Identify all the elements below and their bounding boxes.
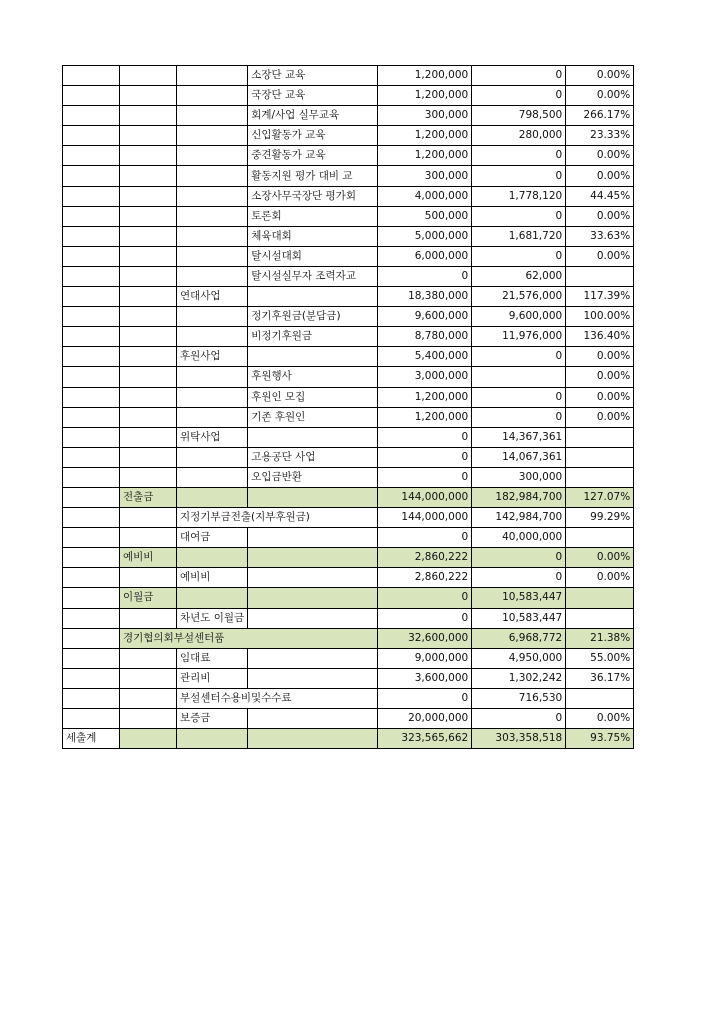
item-name-cell: 탈시설대회 bbox=[248, 246, 378, 266]
item-name-cell: 신입활동가 교육 bbox=[248, 126, 378, 146]
budget-amount-cell: 1,200,000 bbox=[378, 387, 472, 407]
execution-rate-cell: 55.00% bbox=[566, 648, 634, 668]
execution-rate-cell: 23.33% bbox=[566, 126, 634, 146]
item-name-cell: 후원인 모집 bbox=[248, 387, 378, 407]
category-level-3-cell bbox=[177, 729, 248, 749]
budget-amount-cell: 20,000,000 bbox=[378, 709, 472, 729]
category-level-3-cell bbox=[177, 206, 248, 226]
category-level-3-cell bbox=[177, 588, 248, 608]
category-level-1-cell bbox=[63, 407, 120, 427]
item-name-cell bbox=[248, 347, 378, 367]
item-name-cell bbox=[248, 548, 378, 568]
executed-amount-cell: 6,968,772 bbox=[472, 628, 566, 648]
category-level-3-cell bbox=[177, 266, 248, 286]
item-name-cell: 비정기후원금 bbox=[248, 327, 378, 347]
executed-amount-cell: 10,583,447 bbox=[472, 588, 566, 608]
category-level-3-cell: 지정기부금전출(지부후원금) bbox=[177, 508, 378, 528]
category-level-2-cell bbox=[120, 367, 177, 387]
item-name-cell: 탈시설실무자 조력자교 bbox=[248, 266, 378, 286]
category-level-2-cell bbox=[120, 246, 177, 266]
execution-rate-cell: 33.63% bbox=[566, 226, 634, 246]
table-row bbox=[63, 588, 634, 608]
category-level-3-cell: 차년도 이월금 bbox=[177, 608, 248, 628]
budget-amount-cell: 1,200,000 bbox=[378, 407, 472, 427]
execution-rate-cell: 0.00% bbox=[566, 166, 634, 186]
category-level-1-cell bbox=[63, 387, 120, 407]
item-name-cell: 오입금반환 bbox=[248, 467, 378, 487]
item-name-cell bbox=[248, 427, 378, 447]
executed-amount-cell: 0 bbox=[472, 246, 566, 266]
category-level-1-cell bbox=[63, 226, 120, 246]
category-level-2-cell bbox=[120, 568, 177, 588]
category-level-1-cell bbox=[63, 206, 120, 226]
executed-amount-cell: 10,583,447 bbox=[472, 608, 566, 628]
category-level-1-cell bbox=[63, 347, 120, 367]
execution-rate-cell: 117.39% bbox=[566, 287, 634, 307]
category-level-2-cell bbox=[120, 126, 177, 146]
table-row bbox=[63, 447, 634, 467]
item-name-cell bbox=[248, 709, 378, 729]
item-name-cell: 회계/사업 실무교육 bbox=[248, 106, 378, 126]
execution-rate-cell: 99.29% bbox=[566, 508, 634, 528]
category-level-2-cell bbox=[120, 307, 177, 327]
table-row bbox=[63, 266, 634, 286]
execution-rate-cell: 127.07% bbox=[566, 487, 634, 507]
category-level-1-cell bbox=[63, 648, 120, 668]
category-level-2-cell bbox=[120, 226, 177, 246]
executed-amount-cell: 798,500 bbox=[472, 106, 566, 126]
category-level-3-cell bbox=[177, 367, 248, 387]
table-row bbox=[63, 367, 634, 387]
executed-amount-cell bbox=[472, 367, 566, 387]
budget-amount-cell: 323,565,662 bbox=[378, 729, 472, 749]
item-name-cell: 활동지원 평가 대비 교 bbox=[248, 166, 378, 186]
category-level-2-cell bbox=[120, 407, 177, 427]
item-name-cell: 소장사무국장단 평가회 bbox=[248, 186, 378, 206]
category-level-1-cell bbox=[63, 126, 120, 146]
category-level-1-cell bbox=[63, 66, 120, 86]
category-level-3-cell bbox=[177, 487, 248, 507]
item-name-cell: 체육대회 bbox=[248, 226, 378, 246]
execution-rate-cell bbox=[566, 447, 634, 467]
category-level-3-cell: 위탁사업 bbox=[177, 427, 248, 447]
executed-amount-cell: 0 bbox=[472, 206, 566, 226]
budget-amount-cell: 0 bbox=[378, 688, 472, 708]
execution-rate-cell bbox=[566, 427, 634, 447]
category-level-3-cell bbox=[177, 327, 248, 347]
table-row bbox=[63, 86, 634, 106]
budget-amount-cell: 2,860,222 bbox=[378, 568, 472, 588]
category-level-1-cell bbox=[63, 487, 120, 507]
category-level-2-cell bbox=[120, 106, 177, 126]
table-row bbox=[63, 467, 634, 487]
table-row bbox=[63, 186, 634, 206]
execution-rate-cell bbox=[566, 688, 634, 708]
category-level-1-cell bbox=[63, 166, 120, 186]
category-level-1-cell bbox=[63, 287, 120, 307]
category-level-1-cell bbox=[63, 467, 120, 487]
execution-rate-cell: 100.00% bbox=[566, 307, 634, 327]
budget-amount-cell: 5,400,000 bbox=[378, 347, 472, 367]
category-level-3-cell: 임대료 bbox=[177, 648, 248, 668]
budget-amount-cell: 32,600,000 bbox=[378, 628, 472, 648]
item-name-cell: 소장단 교육 bbox=[248, 66, 378, 86]
item-name-cell: 고용공단 사업 bbox=[248, 447, 378, 467]
execution-rate-cell: 0.00% bbox=[566, 347, 634, 367]
category-level-1-cell bbox=[63, 307, 120, 327]
budget-amount-cell: 3,000,000 bbox=[378, 367, 472, 387]
category-level-2-cell: 이월금 bbox=[120, 588, 177, 608]
category-level-3-cell: 연대사업 bbox=[177, 287, 248, 307]
category-level-1-cell bbox=[63, 568, 120, 588]
budget-amount-cell: 9,000,000 bbox=[378, 648, 472, 668]
table-row bbox=[63, 648, 634, 668]
execution-rate-cell bbox=[566, 467, 634, 487]
executed-amount-cell: 1,681,720 bbox=[472, 226, 566, 246]
table-row bbox=[63, 709, 634, 729]
executed-amount-cell: 1,778,120 bbox=[472, 186, 566, 206]
executed-amount-cell: 0 bbox=[472, 548, 566, 568]
executed-amount-cell: 303,358,518 bbox=[472, 729, 566, 749]
budget-amount-cell: 300,000 bbox=[378, 106, 472, 126]
item-name-cell bbox=[248, 668, 378, 688]
budget-amount-cell: 18,380,000 bbox=[378, 287, 472, 307]
execution-rate-cell: 0.00% bbox=[566, 568, 634, 588]
category-level-1-cell bbox=[63, 447, 120, 467]
table-row bbox=[63, 206, 634, 226]
execution-rate-cell: 44.45% bbox=[566, 186, 634, 206]
category-level-2-cell bbox=[120, 327, 177, 347]
budget-amount-cell: 144,000,000 bbox=[378, 487, 472, 507]
budget-amount-cell: 6,000,000 bbox=[378, 246, 472, 266]
table-row bbox=[63, 407, 634, 427]
budget-amount-cell: 1,200,000 bbox=[378, 66, 472, 86]
category-level-2-cell bbox=[120, 86, 177, 106]
category-level-1-cell bbox=[63, 106, 120, 126]
table-row bbox=[63, 668, 634, 688]
item-name-cell bbox=[248, 648, 378, 668]
executed-amount-cell: 11,976,000 bbox=[472, 327, 566, 347]
category-level-1-cell bbox=[63, 508, 120, 528]
item-name-cell bbox=[248, 588, 378, 608]
category-level-2-cell bbox=[120, 287, 177, 307]
execution-rate-cell: 0.00% bbox=[566, 146, 634, 166]
budget-amount-cell: 1,200,000 bbox=[378, 146, 472, 166]
category-level-1-cell bbox=[63, 608, 120, 628]
executed-amount-cell: 14,067,361 bbox=[472, 447, 566, 467]
execution-rate-cell: 0.00% bbox=[566, 367, 634, 387]
table-row bbox=[63, 427, 634, 447]
budget-amount-cell: 8,780,000 bbox=[378, 327, 472, 347]
executed-amount-cell: 0 bbox=[472, 166, 566, 186]
execution-rate-cell: 0.00% bbox=[566, 387, 634, 407]
category-level-1-cell bbox=[63, 548, 120, 568]
executed-amount-cell: 142,984,700 bbox=[472, 508, 566, 528]
executed-amount-cell: 182,984,700 bbox=[472, 487, 566, 507]
category-level-1-cell bbox=[63, 186, 120, 206]
category-level-2-cell bbox=[120, 387, 177, 407]
category-level-3-cell bbox=[177, 186, 248, 206]
table-row bbox=[63, 688, 634, 708]
execution-rate-cell bbox=[566, 266, 634, 286]
category-level-2-cell bbox=[120, 467, 177, 487]
execution-rate-cell: 0.00% bbox=[566, 709, 634, 729]
table-row bbox=[63, 628, 634, 648]
category-level-3-cell bbox=[177, 166, 248, 186]
category-level-3-cell bbox=[177, 407, 248, 427]
category-level-2-cell bbox=[120, 66, 177, 86]
table-row bbox=[63, 146, 634, 166]
execution-rate-cell bbox=[566, 528, 634, 548]
budget-amount-cell: 0 bbox=[378, 467, 472, 487]
table-row bbox=[63, 126, 634, 146]
execution-rate-cell: 0.00% bbox=[566, 548, 634, 568]
category-level-2-cell bbox=[120, 688, 177, 708]
executed-amount-cell: 716,530 bbox=[472, 688, 566, 708]
budget-amount-cell: 144,000,000 bbox=[378, 508, 472, 528]
budget-amount-cell: 3,600,000 bbox=[378, 668, 472, 688]
table-row bbox=[63, 608, 634, 628]
table-row bbox=[63, 287, 634, 307]
table-row bbox=[63, 729, 634, 749]
execution-rate-cell: 0.00% bbox=[566, 66, 634, 86]
executed-amount-cell: 0 bbox=[472, 387, 566, 407]
item-name-cell: 국장단 교육 bbox=[248, 86, 378, 106]
category-level-2-cell bbox=[120, 266, 177, 286]
category-level-2-cell bbox=[120, 146, 177, 166]
category-level-2-cell bbox=[120, 648, 177, 668]
category-level-2-cell bbox=[120, 186, 177, 206]
executed-amount-cell: 0 bbox=[472, 66, 566, 86]
executed-amount-cell: 0 bbox=[472, 146, 566, 166]
category-level-1-cell bbox=[63, 86, 120, 106]
budget-amount-cell: 4,000,000 bbox=[378, 186, 472, 206]
category-level-3-cell bbox=[177, 146, 248, 166]
category-level-1-cell bbox=[63, 588, 120, 608]
executed-amount-cell: 9,600,000 bbox=[472, 307, 566, 327]
executed-amount-cell: 62,000 bbox=[472, 266, 566, 286]
table-row bbox=[63, 487, 634, 507]
table-row bbox=[63, 66, 634, 86]
execution-rate-cell: 36.17% bbox=[566, 668, 634, 688]
budget-amount-cell: 1,200,000 bbox=[378, 126, 472, 146]
category-level-2-cell bbox=[120, 528, 177, 548]
category-level-2-cell bbox=[120, 166, 177, 186]
category-level-2-cell bbox=[120, 206, 177, 226]
execution-rate-cell: 266.17% bbox=[566, 106, 634, 126]
table-row bbox=[63, 568, 634, 588]
category-level-2-cell bbox=[120, 447, 177, 467]
category-level-3-cell: 대여금 bbox=[177, 528, 248, 548]
category-level-1-cell bbox=[63, 146, 120, 166]
budget-amount-cell: 0 bbox=[378, 608, 472, 628]
budget-amount-cell: 1,200,000 bbox=[378, 86, 472, 106]
execution-rate-cell bbox=[566, 588, 634, 608]
category-level-2-cell bbox=[120, 608, 177, 628]
execution-rate-cell: 0.00% bbox=[566, 86, 634, 106]
category-level-2-cell: 예비비 bbox=[120, 548, 177, 568]
category-level-2-cell: 경기협의회부설센터품 bbox=[120, 628, 378, 648]
execution-rate-cell: 0.00% bbox=[566, 246, 634, 266]
executed-amount-cell: 0 bbox=[472, 347, 566, 367]
category-level-1-cell bbox=[63, 688, 120, 708]
category-level-3-cell: 후원사업 bbox=[177, 347, 248, 367]
table-row bbox=[63, 548, 634, 568]
category-level-3-cell bbox=[177, 66, 248, 86]
table-row bbox=[63, 508, 634, 528]
item-name-cell bbox=[248, 528, 378, 548]
category-level-2-cell bbox=[120, 427, 177, 447]
executed-amount-cell: 21,576,000 bbox=[472, 287, 566, 307]
category-level-1-cell bbox=[63, 367, 120, 387]
category-level-3-cell bbox=[177, 126, 248, 146]
executed-amount-cell: 14,367,361 bbox=[472, 427, 566, 447]
execution-rate-cell: 93.75% bbox=[566, 729, 634, 749]
budget-amount-cell: 0 bbox=[378, 266, 472, 286]
budget-amount-cell: 0 bbox=[378, 528, 472, 548]
executed-amount-cell: 1,302,242 bbox=[472, 668, 566, 688]
budget-amount-cell: 0 bbox=[378, 588, 472, 608]
execution-rate-cell: 136.40% bbox=[566, 327, 634, 347]
category-level-3-cell: 관리비 bbox=[177, 668, 248, 688]
executed-amount-cell: 0 bbox=[472, 568, 566, 588]
budget-amount-cell: 9,600,000 bbox=[378, 307, 472, 327]
item-name-cell: 후원행사 bbox=[248, 367, 378, 387]
category-level-1-cell bbox=[63, 528, 120, 548]
table-row bbox=[63, 106, 634, 126]
table-body bbox=[63, 66, 634, 749]
category-level-2-cell bbox=[120, 508, 177, 528]
category-level-2-cell bbox=[120, 729, 177, 749]
category-level-1-cell bbox=[63, 327, 120, 347]
budget-amount-cell: 2,860,222 bbox=[378, 548, 472, 568]
category-level-1-cell bbox=[63, 427, 120, 447]
category-level-1-cell bbox=[63, 266, 120, 286]
table-row bbox=[63, 166, 634, 186]
item-name-cell bbox=[248, 729, 378, 749]
category-level-3-cell: 보증금 bbox=[177, 709, 248, 729]
category-level-3-cell bbox=[177, 86, 248, 106]
execution-rate-cell: 21.38% bbox=[566, 628, 634, 648]
category-level-2-cell bbox=[120, 709, 177, 729]
budget-amount-cell: 0 bbox=[378, 447, 472, 467]
table-row bbox=[63, 387, 634, 407]
category-level-1-cell bbox=[63, 709, 120, 729]
table-row bbox=[63, 347, 634, 367]
category-level-1-cell bbox=[63, 246, 120, 266]
category-level-3-cell: 예비비 bbox=[177, 568, 248, 588]
category-level-3-cell bbox=[177, 246, 248, 266]
execution-rate-cell bbox=[566, 608, 634, 628]
category-level-1-cell bbox=[63, 628, 120, 648]
item-name-cell: 토론회 bbox=[248, 206, 378, 226]
executed-amount-cell: 0 bbox=[472, 709, 566, 729]
item-name-cell bbox=[248, 487, 378, 507]
executed-amount-cell: 0 bbox=[472, 407, 566, 427]
category-level-1-cell bbox=[63, 668, 120, 688]
category-level-3-cell bbox=[177, 467, 248, 487]
item-name-cell bbox=[248, 608, 378, 628]
category-level-3-cell bbox=[177, 226, 248, 246]
execution-rate-cell: 0.00% bbox=[566, 407, 634, 427]
execution-rate-cell: 0.00% bbox=[566, 206, 634, 226]
category-level-2-cell bbox=[120, 668, 177, 688]
budget-amount-cell: 500,000 bbox=[378, 206, 472, 226]
executed-amount-cell: 300,000 bbox=[472, 467, 566, 487]
budget-table bbox=[62, 65, 634, 749]
item-name-cell: 정기후원금(분담금) bbox=[248, 307, 378, 327]
executed-amount-cell: 4,950,000 bbox=[472, 648, 566, 668]
table-row bbox=[63, 327, 634, 347]
executed-amount-cell: 280,000 bbox=[472, 126, 566, 146]
category-level-3-cell bbox=[177, 106, 248, 126]
category-level-1-cell: 세출계 bbox=[63, 729, 120, 749]
category-level-3-cell bbox=[177, 307, 248, 327]
item-name-cell: 중견활동가 교육 bbox=[248, 146, 378, 166]
item-name-cell bbox=[248, 568, 378, 588]
category-level-2-cell: 전출금 bbox=[120, 487, 177, 507]
executed-amount-cell: 0 bbox=[472, 86, 566, 106]
table-row bbox=[63, 246, 634, 266]
category-level-2-cell bbox=[120, 347, 177, 367]
executed-amount-cell: 40,000,000 bbox=[472, 528, 566, 548]
category-level-3-cell bbox=[177, 387, 248, 407]
table-row bbox=[63, 226, 634, 246]
budget-amount-cell: 0 bbox=[378, 427, 472, 447]
item-name-cell bbox=[248, 287, 378, 307]
budget-amount-cell: 300,000 bbox=[378, 166, 472, 186]
category-level-3-cell bbox=[177, 447, 248, 467]
table-row bbox=[63, 307, 634, 327]
category-level-3-cell bbox=[177, 548, 248, 568]
budget-amount-cell: 5,000,000 bbox=[378, 226, 472, 246]
item-name-cell: 기존 후원인 bbox=[248, 407, 378, 427]
category-level-3-cell: 부설센터수용비및수수료 bbox=[177, 688, 378, 708]
table-row bbox=[63, 528, 634, 548]
